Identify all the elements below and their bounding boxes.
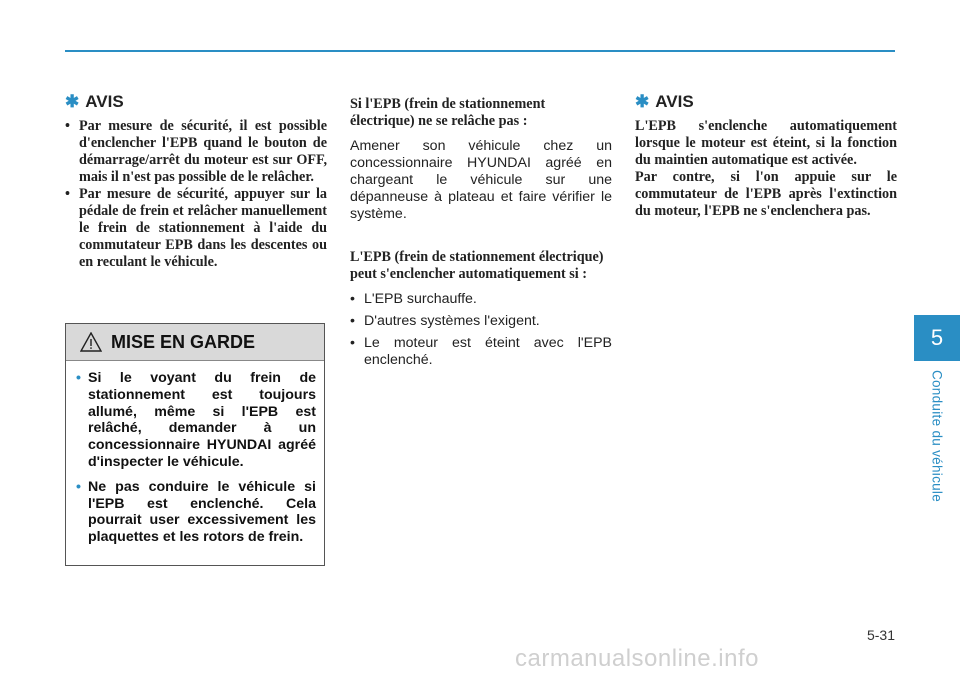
warning-triangle-icon [80,332,102,352]
avis-title: AVIS [85,92,124,111]
warning-title: MISE EN GARDE [111,331,256,352]
avis-heading [65,92,327,112]
list-item: • Par mesure de sécurité, appuyer sur la pédale de frein et relâcher manuellement le frein de stationnement à l'aide du commutateur EPB dans les descentes ou en reculant le véhicule. [65,186,327,270]
bullet-icon: • [65,186,70,202]
conditions-list [350,291,612,369]
bullet-icon: • [350,335,355,351]
column-right [635,92,897,220]
paragraph: Par contre, si l'on appuie sur le commutateur de l'EPB après l'extinction du moteur, l'EPB ne s'enclenchera pas. [635,169,897,219]
warning-header [66,324,324,361]
list-item: • Ne pas conduire le véhicule si l'EPB est enclenché. Cela pourrait user excessivement les plaquettes et les rotors de frein. [76,478,316,546]
bullet-icon: • [65,118,70,134]
list-item: • Si le voyant du frein de stationnement est toujours allumé, même si l'EPB est relâché, demander à un concessionnaire HYUNDAI agréé d'inspecter le véhicule. [76,370,316,470]
avis-list [65,118,327,271]
avis-title: AVIS [655,92,694,111]
chapter-tab: 5 [914,315,960,361]
paragraph: Amener son véhicule chez un concessionnaire HYUNDAI agréé en chargeant le véhicule sur une dépanneuse à plateau et faire vérifier le système. [350,138,612,222]
column-middle [350,96,612,369]
list-item: • Le moteur est éteint avec l'EPB enclenché. [350,335,612,368]
asterisk-icon: ✱ [635,92,650,111]
paragraph: L'EPB s'enclenche automatiquement lorsque le moteur est éteint, si la fonction du maintien automatique est activée. [635,118,897,168]
bullet-icon: • [350,313,355,329]
avis-heading [635,92,897,112]
section-heading: L'EPB (frein de stationnement électrique) peut s'enclencher automatiquement si : [350,249,604,282]
page-number: 5-31 [866,627,895,643]
column-left [65,92,327,271]
bullet-icon: • [76,370,81,386]
watermark: carmanualsonline.info [515,645,759,672]
section-heading: Si l'EPB (frein de stationnement électrique) ne se relâche pas : [350,96,546,129]
list-item: • L'EPB surchauffe. [350,291,477,307]
warning-box [65,323,325,566]
top-rule [65,50,895,52]
warning-body [66,361,324,546]
bullet-icon: • [350,291,355,307]
asterisk-icon: ✱ [65,92,80,111]
list-item: • D'autres systèmes l'exigent. [350,313,540,329]
chapter-label: Conduite du véhicule [929,369,945,503]
list-item: • Par mesure de sécurité, il est possible d'enclencher l'EPB quand le bouton de démarrage/arrêt du moteur est sur OFF, mais il n'est pas possible de le relâcher. [65,118,327,185]
bullet-icon: • [76,478,81,495]
